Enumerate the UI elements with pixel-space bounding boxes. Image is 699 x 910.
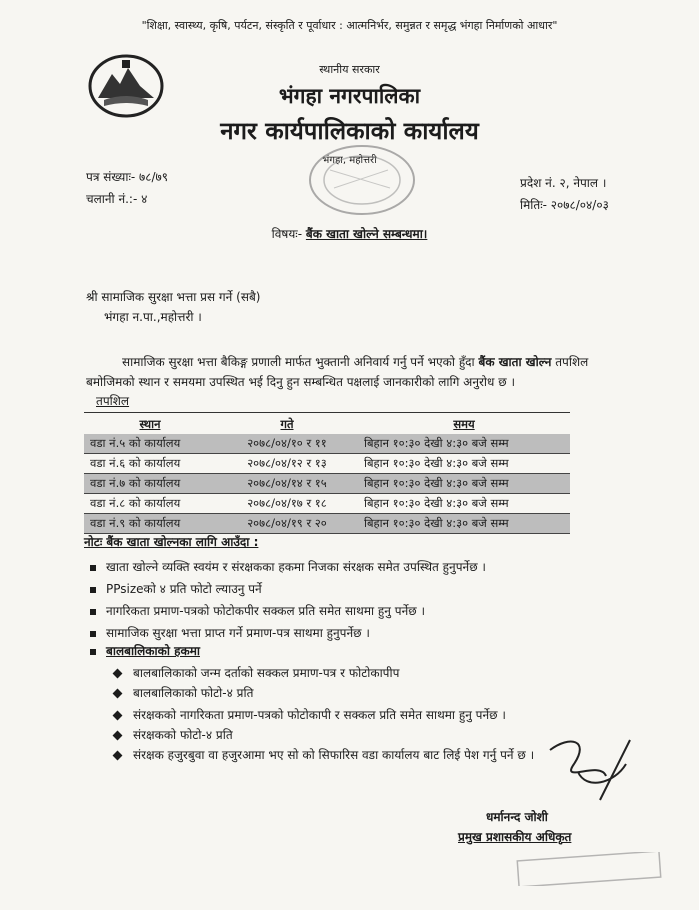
list-item (114, 684, 253, 701)
schedule-label: तपशिल (96, 394, 130, 408)
subject-line (0, 225, 699, 242)
list-item (90, 642, 200, 659)
letter-number: पत्र संख्याः- ७८/७९ (86, 170, 169, 184)
cell-date: २०७८/०४/१७ र १८ (216, 494, 358, 514)
cell-date: २०७८/०४/१९ र २० (216, 514, 358, 534)
cell-time: बिहान १०:३० देखी ४:३० बजे सम्म (358, 494, 570, 514)
cell-place: वडा नं.५ को कार्यालय (84, 434, 216, 454)
square-bullet-icon (90, 649, 96, 655)
list-item-text: बालबालिकाको जन्म दर्ताको सक्कल प्रमाण-पत्र र फोटोकापीप (133, 666, 400, 680)
dispatch-number: चलानी नं.:- ४ (86, 192, 148, 206)
list-item (90, 558, 486, 575)
table-row (84, 434, 570, 454)
cell-place: वडा नं.९ को कार्यालय (84, 514, 216, 534)
cell-time: बिहान १०:३० देखी ४:३० बजे सम्म (358, 474, 570, 494)
office-name: नगर कार्यपालिकाको कार्यालय (220, 117, 479, 145)
col-header-time: समय (358, 413, 570, 435)
table-row (84, 474, 570, 494)
cell-time: बिहान १०:३० देखी ४:३० बजे सम्म (358, 454, 570, 474)
body-bold: बैंक खाता खोल्न (478, 355, 552, 369)
list-item (114, 726, 233, 743)
cell-place: वडा नं.७ को कार्यालय (84, 474, 216, 494)
body-part-2: तपशिल बमोजिमको स्थान र समयमा उपस्थित भई दिनु हुन सम्बन्धित पक्षलाई जानकारीको लागि अनुरोध छ । (86, 355, 589, 389)
signatory-title: प्रमुख प्रशासकीय अधिकृत (458, 830, 572, 844)
cell-date: २०७८/०४/१२ र १३ (216, 454, 358, 474)
cell-date: २०७८/०४/१० र ११ (216, 434, 358, 454)
list-item-text: संरक्षकको फोटो-४ प्रति (133, 728, 233, 742)
col-header-date: गते (216, 413, 358, 435)
square-bullet-icon (90, 631, 96, 637)
list-item-text: सामाजिक सुरक्षा भत्ता प्राप्त गर्ने प्रमाण-पत्र साथमा हुनुपर्नेछ । (106, 626, 370, 640)
motto: "शिक्षा, स्वास्थ्य, कृषि, पर्यटन, संस्कृति र पूर्वाधार : आत्मनिर्भर, समुन्नत र समृद्ध भंगहा निर्माणको आधार" (141, 19, 558, 32)
square-bullet-icon (90, 587, 96, 593)
diamond-bullet-icon (113, 711, 123, 721)
province-line: प्रदेश नं. २, नेपाल । (520, 176, 607, 190)
table-row (84, 454, 570, 474)
recipient-line-2: भंगहा न.पा.,महोत्तरी । (104, 310, 202, 324)
municipality-name: भंगहा नगरपालिका (278, 84, 421, 108)
body-paragraph (86, 352, 626, 392)
list-item (114, 746, 534, 763)
gov-level: स्थानीय सरकार (319, 63, 380, 76)
subject-label: विषयः- (271, 227, 303, 241)
col-header-place: स्थान (84, 413, 216, 435)
cell-date: २०७८/०४/१४ र १५ (216, 474, 358, 494)
cell-place: वडा नं.८ को कार्यालय (84, 494, 216, 514)
table-row (84, 514, 570, 534)
designation-stamp-icon (514, 852, 664, 886)
schedule-table (84, 412, 570, 534)
table-row (84, 494, 570, 514)
diamond-bullet-icon (113, 731, 123, 741)
cell-time: बिहान १०:३० देखी ४:३० बजे सम्म (358, 514, 570, 534)
subject-value: बैंक खाता खोल्ने सम्बन्धमा। (305, 227, 428, 241)
recipient-line-1: श्री सामाजिक सुरक्षा भत्ता प्रस गर्ने (सबै) (86, 290, 261, 304)
diamond-bullet-icon (113, 751, 123, 761)
list-item-text: PPsizeको ४ प्रति फोटो ल्याउनु पर्ने (106, 582, 262, 596)
diamond-bullet-icon (113, 669, 123, 679)
list-item-text: संरक्षक हजुरबुवा वा हजुरआमा भए सो को सिफारिस वडा कार्यालय बाट लिई पेश गर्नु पर्ने छ । (133, 748, 535, 762)
list-item-text: नागरिकता प्रमाण-पत्रको फोटोकपीर सक्कल प्रति समेत साथमा हुनु पर्नेछ । (106, 604, 426, 618)
list-item (90, 580, 262, 597)
list-item (90, 602, 425, 619)
square-bullet-icon (90, 565, 96, 571)
cell-time: बिहान १०:३० देखी ४:३० बजे सम्म (358, 434, 570, 454)
signature-icon (530, 730, 640, 810)
list-item-text: बालबालिकाको फोटो-४ प्रति (133, 686, 254, 700)
office-location: भंगहा, महोत्तरी (322, 155, 377, 166)
list-item-text: खाता खोल्ने व्यक्ति स्वयंम र संरक्षकका हकमा निजका संरक्षक समेत उपस्थित हुनुपर्नेछ । (106, 560, 486, 574)
list-item (90, 624, 370, 641)
list-item (114, 664, 399, 681)
note-title: नोटः बैंक खाता खोल्नका लागि आउँदा : (84, 535, 259, 549)
diamond-bullet-icon (113, 689, 123, 699)
office-stamp-icon (300, 140, 420, 220)
table-header-row (84, 413, 570, 435)
signatory-name: धर्मानन्द जोशी (486, 810, 548, 824)
letter-date: मितिः- २०७८/०४/०३ (520, 198, 609, 212)
square-bullet-icon (90, 609, 96, 615)
cell-place: वडा नं.६ को कार्यालय (84, 454, 216, 474)
body-part-1: सामाजिक सुरक्षा भत्ता बैकिङ्ग प्रणाली मार्फत भुक्तानी अनिवार्य गर्नु पर्ने भएको हुँदा (122, 355, 479, 369)
minor-heading: बालबालिकाको हकमा (106, 644, 200, 658)
list-item-text: संरक्षकको नागरिकता प्रमाण-पत्रको फोटोकापी र सक्कल प्रति समेत साथमा हुनु पर्नेछ । (133, 708, 506, 722)
list-item (114, 706, 506, 723)
